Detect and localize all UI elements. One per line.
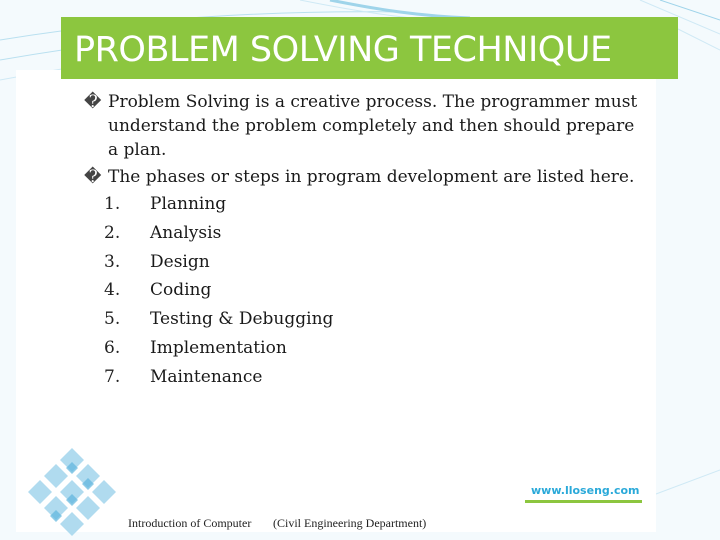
decorative-diamonds-icon — [22, 440, 132, 540]
step-label: Testing & Debugging — [150, 309, 334, 330]
step-number: 6. — [104, 337, 121, 358]
bullet-icon: � — [84, 167, 102, 187]
paragraph-line: Problem Solving is a creative process. The programmer must — [108, 92, 638, 112]
step-number: 4. — [104, 280, 121, 301]
step-number: 2. — [104, 222, 121, 243]
paragraph-line: a plan. — [108, 140, 167, 160]
step-number: 1. — [104, 194, 121, 214]
step-number: 7. — [104, 366, 121, 387]
step-number: 5. — [104, 309, 121, 330]
step-label: Planning — [150, 194, 227, 214]
step-label: Analysis — [150, 222, 222, 243]
paragraph-1 — [84, 90, 638, 162]
step-number: 3. — [104, 251, 121, 272]
watermark-url: www.lloseng.com — [531, 484, 640, 497]
paragraph-line: understand the problem completely and then should prepare — [108, 116, 635, 136]
step-label: Design — [150, 251, 210, 272]
footer-department: (Civil Engineering Department) — [273, 516, 427, 530]
step-label: Coding — [150, 280, 212, 301]
step-label: Maintenance — [150, 366, 263, 387]
step-label: Implementation — [150, 337, 287, 358]
footer-course: Introduction of Computer — [128, 516, 252, 530]
paragraph-line: The phases or steps in program development are listed here. — [108, 167, 635, 187]
paragraph-2 — [84, 165, 635, 189]
slide-title: PROBLEM SOLVING TECHNIQUE — [74, 30, 612, 70]
bullet-icon: � — [84, 92, 102, 112]
